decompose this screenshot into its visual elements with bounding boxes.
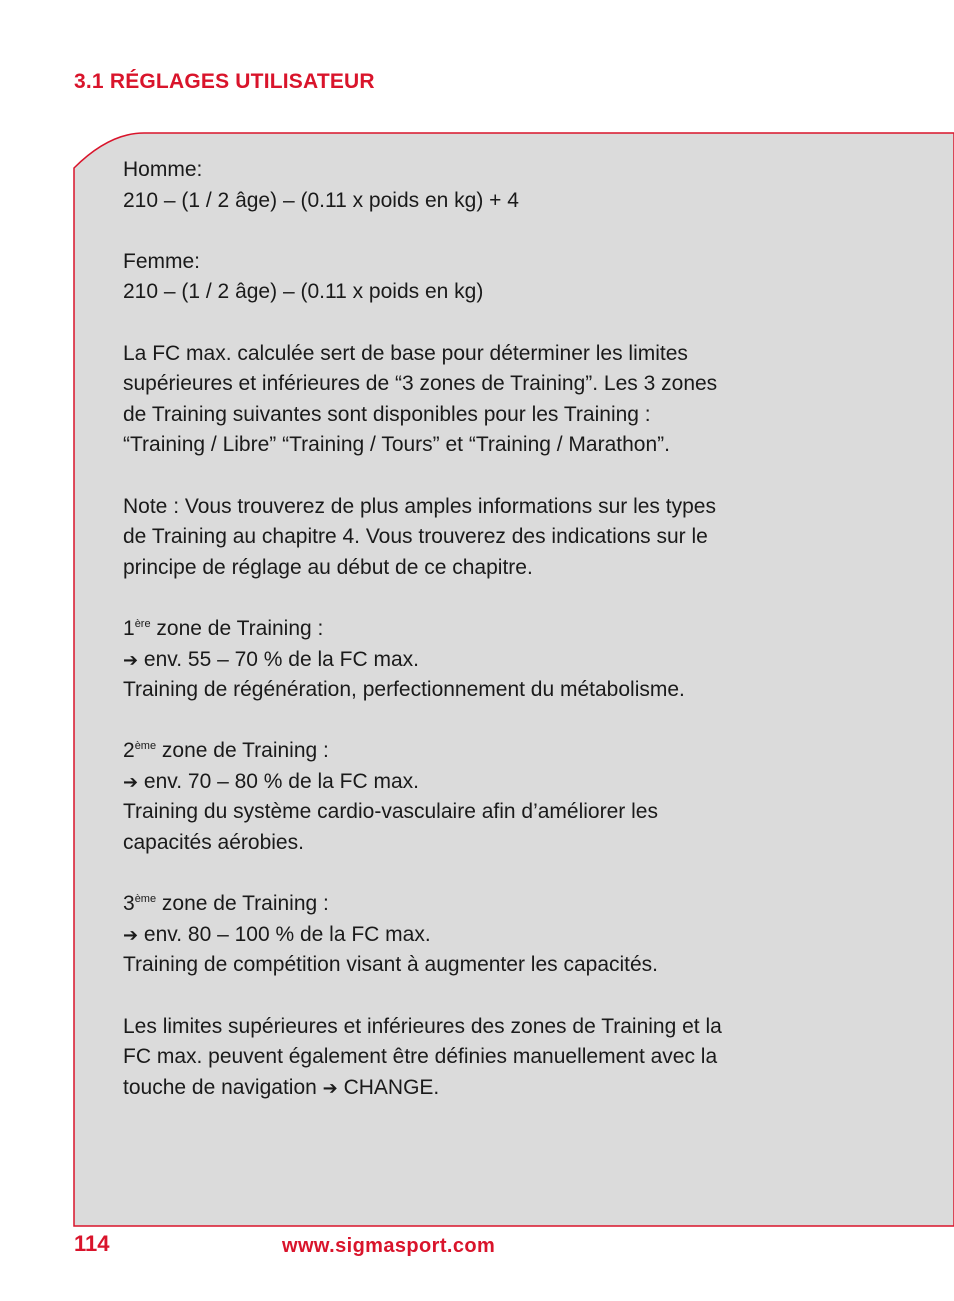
- content-body: [123, 155, 823, 1134]
- zone-description: capacités aérobies.: [123, 831, 304, 855]
- paragraph-line: “Training / Libre” “Training / Tours” et “Training / Marathon”.: [123, 433, 670, 457]
- paragraph-line: Les limites supérieures et inférieures des zones de Training et la: [123, 1014, 722, 1038]
- zone-range: ➔ env. 70 – 80 % de la FC max.: [123, 769, 420, 793]
- femme-label: Femme:: [123, 249, 201, 273]
- zone-title: 2ème zone de Training :: [123, 739, 329, 763]
- paragraph-line: La FC max. calculée sert de base pour déterminer les limites: [123, 341, 688, 365]
- limits-paragraph: [123, 1012, 823, 1104]
- femme-block: [123, 247, 823, 308]
- homme-formula: 210 – (1 / 2 âge) – (0.11 x poids en kg) + 4: [123, 188, 519, 212]
- paragraph-line: Note : Vous trouverez de plus amples informations sur les types: [123, 494, 716, 518]
- femme-formula: 210 – (1 / 2 âge) – (0.11 x poids en kg): [123, 280, 484, 304]
- website-link[interactable]: www.sigmasport.com: [282, 1235, 496, 1257]
- fc-max-paragraph: [123, 339, 823, 461]
- arrow-right-icon: ➔: [322, 1077, 338, 1098]
- paragraph-line: de Training au chapitre 4. Vous trouverez des indications sur le: [123, 525, 708, 549]
- paragraph-line: de Training suivantes sont disponibles pour les Training :: [123, 402, 651, 426]
- zone-1-block: [123, 614, 823, 706]
- zone-description: Training du système cardio-vasculaire afin d’améliorer les: [123, 800, 658, 824]
- zone-description: Training de régénération, perfectionnement du métabolisme.: [123, 678, 685, 702]
- arrow-right-icon: ➔: [123, 649, 139, 670]
- page-number: 114: [74, 1231, 110, 1256]
- zone-3-block: [123, 889, 823, 981]
- zone-title: 1ère zone de Training :: [123, 616, 324, 640]
- paragraph-line: principe de réglage au début de ce chapitre.: [123, 555, 533, 579]
- paragraph-line: FC max. peuvent également être définies manuellement avec la: [123, 1045, 718, 1069]
- arrow-right-icon: ➔: [123, 771, 139, 792]
- paragraph-line: supérieures et inférieures de “3 zones de Training”. Les 3 zones: [123, 372, 718, 396]
- homme-label: Homme:: [123, 158, 203, 181]
- homme-block: [123, 155, 823, 216]
- zone-title: 3ème zone de Training :: [123, 892, 329, 916]
- zone-description: Training de compétition visant à augmenter les capacités.: [123, 953, 659, 977]
- zone-range: ➔ env. 55 – 70 % de la FC max.: [123, 647, 420, 671]
- zone-2-block: [123, 736, 823, 858]
- paragraph-line: touche de navigation ➔ CHANGE.: [123, 1075, 440, 1099]
- section-title: 3.1 RÉGLAGES UTILISATEUR: [74, 70, 375, 93]
- zone-range: ➔ env. 80 – 100 % de la FC max.: [123, 922, 431, 946]
- note-paragraph: [123, 492, 823, 584]
- arrow-right-icon: ➔: [123, 924, 139, 945]
